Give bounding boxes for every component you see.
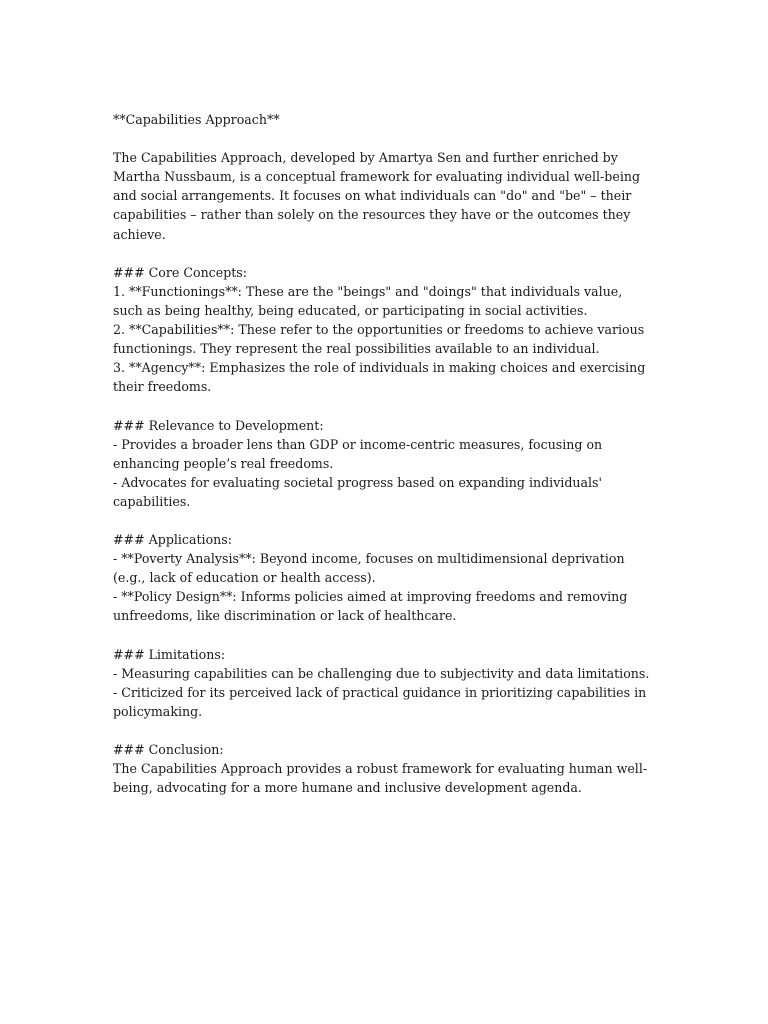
spacer (113, 244, 653, 263)
relevance-item: - Advocates for evaluating societal progress based on expanding individuals' capabilities. (113, 474, 606, 509)
document-page (113, 110, 653, 797)
spacer (113, 129, 653, 148)
spacer (113, 396, 653, 415)
core-concept-item: 3. **Agency**: Emphasizes the role of individuals in making choices and exercising their freedoms. (113, 360, 650, 395)
intro-paragraph: The Capabilities Approach, developed by Amartya Sen and further enriched by Martha Nussbaum, is a conceptual framework for evaluating individual well-being and social arrangements. It focuses on what individuals can "do" and "be" – their capabilities – rather than solely on the resources they have or the outcomes they achieve. (113, 150, 645, 242)
core-concepts-heading: ### Core Concepts: (113, 264, 248, 280)
document-title: **Capabilities Approach** (113, 112, 280, 127)
spacer (113, 511, 653, 530)
applications-heading: ### Applications: (113, 532, 232, 548)
conclusion-paragraph: The Capabilities Approach provides a robust framework for evaluating human well-being, advocating for a more humane and inclusive development agenda. (113, 761, 648, 796)
conclusion-heading: ### Conclusion: (113, 742, 224, 758)
core-concept-item: 2. **Capabilities**: These refer to the opportunities or freedoms to achieve various functionings. They represent the real possibilities available to an individual. (113, 322, 649, 357)
limitations-heading: ### Limitations: (113, 646, 226, 662)
core-concept-item: 1. **Functionings**: These are the "beings" and "doings" that individuals value, such as being healthy, being educated, or participating in social activities. (113, 283, 627, 318)
spacer (113, 626, 653, 645)
application-item: - **Policy Design**: Informs policies aimed at improving freedoms and removing unfreedoms, like discrimination or lack of healthcare. (113, 589, 632, 624)
limitation-item: - Measuring capabilities can be challenging due to subjectivity and data limitations. (113, 665, 650, 681)
relevance-item: - Provides a broader lens than GDP or income-centric measures, focusing on enhancing people’s real freedoms. (113, 436, 607, 471)
relevance-heading: ### Relevance to Development: (113, 417, 324, 433)
application-item: - **Poverty Analysis**: Beyond income, focuses on multidimensional deprivation (e.g., lack of education or health access). (113, 551, 629, 586)
spacer (113, 721, 653, 740)
limitation-item: - Criticized for its perceived lack of practical guidance in prioritizing capabilities in policymaking. (113, 684, 651, 719)
